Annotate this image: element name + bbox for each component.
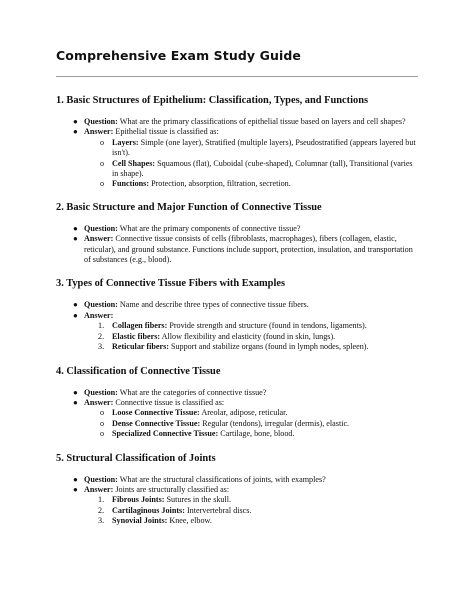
section-joints	[56, 452, 418, 527]
sub-label: Reticular fibers:	[112, 342, 169, 352]
numbered-item	[84, 321, 418, 331]
answer-label: Answer:	[84, 397, 114, 407]
sub-item	[84, 138, 418, 159]
answer-item	[56, 234, 418, 265]
answer-label: Answer:	[84, 310, 114, 320]
sub-label: Functions:	[112, 179, 150, 189]
numbered-item	[84, 516, 418, 526]
answer-text: Joints are structurally classified as:	[115, 484, 230, 494]
bullet-icon: ●	[73, 300, 78, 310]
section-connective-tissue	[56, 201, 418, 266]
sub-marker: o	[100, 429, 105, 439]
sub-label: Layers:	[112, 137, 139, 147]
question-item	[56, 475, 418, 485]
bullet-icon: ●	[73, 484, 78, 494]
number-marker: 1.	[98, 495, 105, 505]
question-label: Question:	[84, 300, 118, 310]
question-item	[56, 224, 418, 234]
question-text: What are the categories of connective tissue?	[119, 387, 267, 397]
sub-text: Cartilage, bone, blood.	[220, 429, 295, 439]
question-label: Question:	[84, 474, 118, 484]
sub-text: Intervertebral discs.	[186, 505, 252, 515]
sub-text: Protection, absorption, filtration, secretion.	[151, 179, 291, 189]
section-epithelium	[56, 94, 418, 190]
sub-text: Allow flexibility and elasticity (found in skin, lungs).	[161, 331, 336, 341]
sub-marker: o	[100, 158, 105, 168]
sub-label: Elastic fibers:	[112, 331, 161, 341]
section-heading: 2. Basic Structure and Major Function of Connective Tissue	[56, 201, 322, 213]
section-classification	[56, 365, 418, 440]
answer-text: Epithelial tissue is classified as:	[115, 127, 219, 137]
bullet-icon: ●	[73, 310, 78, 320]
bullet-icon: ●	[73, 223, 78, 233]
numbered-item	[84, 342, 418, 352]
answer-item	[56, 311, 418, 353]
document-body	[56, 94, 418, 527]
section-heading: 5. Structural Classification of Joints	[56, 452, 216, 464]
sub-text: Support and stabilize organs (found in lymph nodes, spleen).	[170, 342, 369, 352]
answer-text: Connective tissue consists of cells (fibroblasts, macrophages), fibers (collagen, elastic, reticular), and ground substance. Functions include support, protection, insulation, and transportation of substances (e.g., blood).	[84, 234, 413, 265]
question-label: Question:	[84, 223, 118, 233]
answer-item	[56, 127, 418, 189]
number-marker: 2.	[98, 505, 105, 515]
sub-label: Dense Connective Tissue:	[112, 418, 201, 428]
answer-item	[56, 485, 418, 527]
sub-text: Areolar, adipose, reticular.	[201, 408, 288, 418]
answer-label: Answer:	[84, 127, 114, 137]
sub-item	[84, 419, 418, 429]
sub-item	[84, 159, 418, 180]
section-heading: 3. Types of Connective Tissue Fibers with Examples	[56, 278, 285, 290]
number-marker: 2.	[98, 331, 105, 341]
answer-item	[56, 398, 418, 440]
sub-label: Fibrous Joints:	[112, 495, 165, 505]
sub-text: Provide strength and structure (found in tendons, ligaments).	[169, 321, 367, 331]
sub-label: Cell Shapes:	[112, 158, 156, 168]
number-marker: 3.	[98, 516, 105, 526]
bullet-icon: ●	[73, 234, 78, 244]
sub-text: Sutures in the skull.	[166, 495, 232, 505]
title-divider	[56, 76, 418, 77]
sub-item	[84, 408, 418, 418]
sub-text: Knee, elbow.	[169, 516, 212, 526]
sub-item	[84, 429, 418, 439]
bullet-icon: ●	[73, 474, 78, 484]
sub-marker: o	[100, 179, 105, 189]
answer-label: Answer:	[84, 484, 114, 494]
sub-label: Synovial Joints:	[112, 516, 168, 526]
sub-text: Simple (one layer), Stratified (multiple layers), Pseudostratified (appears layered but isn't).	[112, 137, 416, 158]
page-title: Comprehensive Exam Study Guide	[56, 48, 301, 63]
question-text: What are the structural classifications of joints, with examples?	[119, 474, 326, 484]
sub-item	[84, 179, 418, 189]
sub-marker: o	[100, 418, 105, 428]
numbered-item	[84, 506, 418, 516]
section-heading: 1. Basic Structures of Epithelium: Classification, Types, and Functions	[56, 95, 369, 106]
sub-marker: o	[100, 137, 105, 147]
question-label: Question:	[84, 117, 118, 126]
answer-label: Answer:	[84, 234, 114, 244]
numbered-item	[84, 495, 418, 505]
bullet-icon: ●	[73, 117, 78, 126]
bullet-icon: ●	[73, 127, 78, 137]
number-marker: 1.	[98, 321, 105, 331]
question-item	[56, 300, 418, 310]
sub-label: Cartilaginous Joints:	[112, 505, 185, 515]
sub-text: Regular (tendons), irregular (dermis), elastic.	[202, 418, 350, 428]
number-marker: 3.	[98, 342, 105, 352]
bullet-icon: ●	[73, 387, 78, 397]
question-text: What are the primary classifications of epithelial tissue based on layers and cell shapes?	[119, 117, 406, 126]
numbered-item	[84, 332, 418, 342]
sub-label: Loose Connective Tissue:	[112, 408, 200, 418]
question-text: Name and describe three types of connective tissue fibers.	[119, 300, 309, 310]
sub-marker: o	[100, 408, 105, 418]
question-item	[56, 117, 418, 127]
section-heading: 4. Classification of Connective Tissue	[56, 365, 221, 377]
question-text: What are the primary components of connective tissue?	[119, 223, 301, 233]
question-label: Question:	[84, 387, 118, 397]
sub-label: Collagen fibers:	[112, 321, 168, 331]
answer-text: Connective tissue is classified as:	[115, 397, 225, 407]
sub-text: Squamous (flat), Cuboidal (cube-shaped), Columnar (tall), Transitional (varies in shape).	[112, 158, 413, 179]
question-item	[56, 388, 418, 398]
bullet-icon: ●	[73, 397, 78, 407]
sub-label: Specialized Connective Tissue:	[112, 429, 219, 439]
section-fibers	[56, 277, 418, 352]
